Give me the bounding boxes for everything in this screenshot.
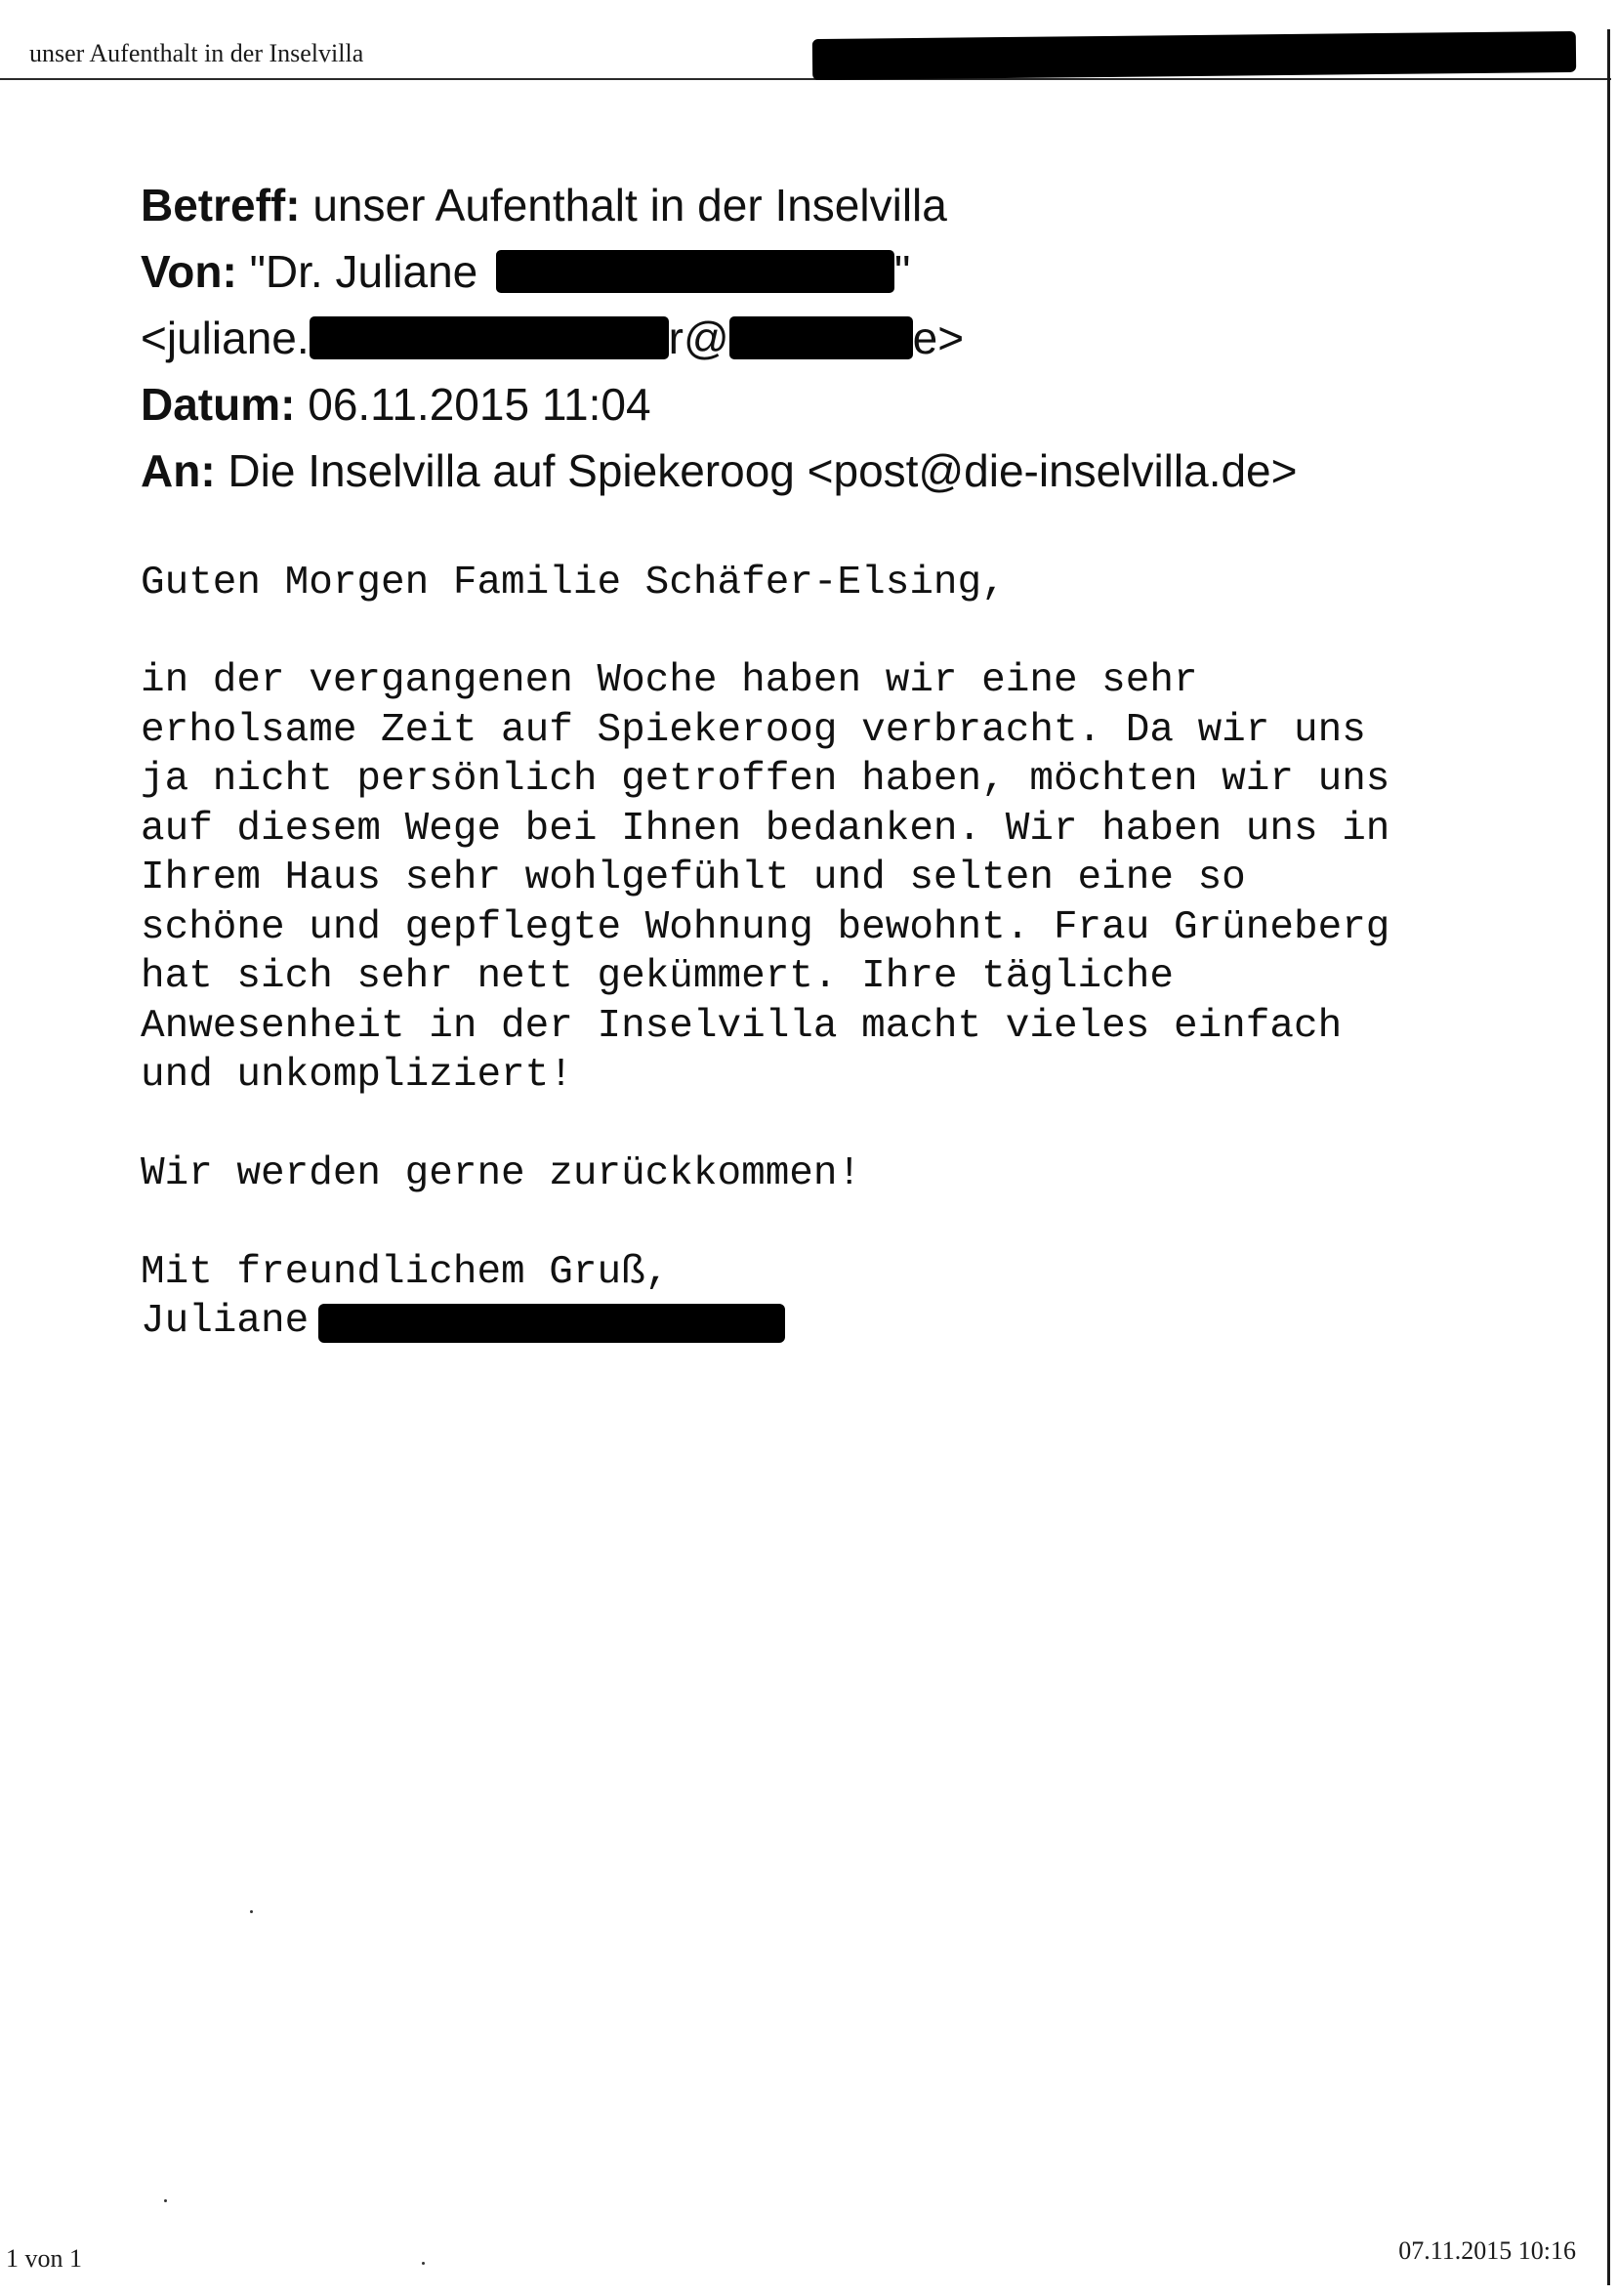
print-header-title: unser Aufenthalt in der Inselvilla <box>29 39 364 67</box>
closing-remark: Wir werden gerne zurückkommen! <box>141 1151 862 1196</box>
from-email-domain-redaction <box>729 316 913 359</box>
subject-line <box>141 172 1298 238</box>
paragraph-line: erholsame Zeit auf Spiekeroog verbracht. Da wir uns <box>141 707 1366 753</box>
paragraph-line: hat sich sehr nett gekümmert. Ihre tägliche <box>141 954 1174 999</box>
from-line <box>141 238 1298 305</box>
paragraph-line: ja nicht persönlich getroffen haben, möchten wir uns <box>141 757 1390 802</box>
page-top-rule <box>0 78 1611 80</box>
from-email-prefix: <juliane. <box>141 313 310 363</box>
from-email-mid: r@ <box>668 313 729 363</box>
from-email-suffix: e> <box>912 313 965 363</box>
signature-surname-redaction <box>318 1304 785 1343</box>
scan-speck <box>422 2262 425 2265</box>
paragraph-line: Ihrem Haus sehr wohlgefühlt und selten eine so <box>141 856 1246 900</box>
greeting: Guten Morgen Familie Schäfer-Elsing, <box>141 561 1006 605</box>
signature-first-name: Juliane <box>141 1299 310 1344</box>
paragraph-line: Anwesenheit in der Inselvilla macht vieles einfach <box>141 1003 1343 1049</box>
message-paragraph <box>141 656 1389 1101</box>
email-header <box>141 172 1298 504</box>
header-redaction-block <box>812 31 1576 80</box>
page-right-edge <box>1607 29 1610 2285</box>
sign-off: Mit freundlichem Gruß, <box>141 1250 670 1295</box>
to-line <box>141 438 1298 504</box>
date-line <box>141 371 1298 438</box>
to-value: Die Inselvilla auf Spiekeroog <post@die-inselvilla.de> <box>228 445 1298 496</box>
paragraph-line: in der vergangenen Woche haben wir eine sehr <box>141 658 1198 703</box>
scan-speck <box>250 1910 253 1913</box>
paragraph-line: und unkompliziert! <box>141 1053 573 1098</box>
to-label: An: <box>141 445 216 496</box>
date-value: 06.11.2015 11:04 <box>308 379 651 430</box>
from-name-prefix: "Dr. Juliane <box>249 246 478 297</box>
from-email-user-redaction <box>310 316 669 359</box>
from-name-suffix: " <box>894 246 911 297</box>
paragraph-line: auf diesem Wege bei Ihnen bedanken. Wir haben uns in <box>141 806 1390 852</box>
date-label: Datum: <box>141 379 296 430</box>
from-name-redaction <box>496 250 894 293</box>
subject-value: unser Aufenthalt in der Inselvilla <box>312 180 947 230</box>
subject-label: Betreff: <box>141 180 301 230</box>
paragraph-line: schöne und gepflegte Wohnung bewohnt. Frau Grüneberg <box>141 904 1390 950</box>
scan-speck <box>164 2199 167 2202</box>
from-label: Von: <box>141 246 237 297</box>
print-timestamp: 07.11.2015 10:16 <box>1398 2236 1576 2265</box>
page-indicator: 1 von 1 <box>6 2244 82 2273</box>
from-email-line <box>141 305 1298 371</box>
